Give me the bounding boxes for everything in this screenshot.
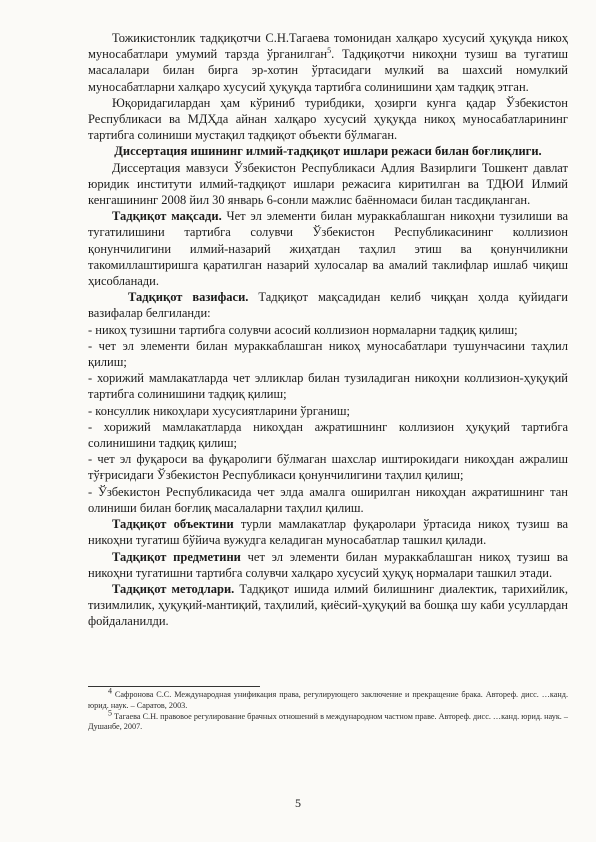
paragraph-lead: Тадқиқот объектини	[112, 517, 234, 532]
list-item: - чет эл элементи билан мураккаблашган никоҳ муносабатлари тушунчасини таҳлил қилиш;	[88, 338, 568, 370]
paragraph-text: . Тадқиқотчи никоҳни тузиш ва тугатиш масалалари билан бирга эр-хотин ўртасидаги мулкий ва шахсий номулкий муносабатларни халқаро хусусий ҳуқуқда тартибга солинишини ҳам тадқиқ этган.	[88, 47, 568, 94]
page-number: 5	[295, 796, 301, 810]
footnote-mark: 4	[108, 686, 112, 696]
list-item: - консуллик никоҳлари хусусиятларини ўрганиш;	[88, 403, 350, 418]
list-item: - хорижий мамлакатларда никоҳдан ажратишнинг коллизион ҳуқуқий тартибга солинишини тадқиқ қилиш;	[88, 419, 568, 451]
list-item: - Ўзбекистон Республикасида чет элда амалга оширилган никоҳдан ажратишнинг тан олиниши билан боғлиқ масалаларни таҳлил қилиш.	[88, 484, 568, 515]
paragraph-text: чет эл элементи билан мураккаблашган никоҳ тузиш ва никоҳни тугатишни тартибга солувчи халқаро хусусий ҳуқуқ нормалари ташкил этади.	[88, 549, 568, 580]
paragraph	[88, 289, 568, 321]
footnote	[88, 686, 569, 712]
footnote-divider	[88, 686, 260, 687]
paragraph-text: турли мамлакатлар фуқаролари ўртасида никоҳ тузиш ва никоҳни тугатиш бўйича вужудга келадиган муносабатлар ташкил қилади.	[88, 517, 568, 548]
paragraph-lead: Тадқиқот мақсади.	[112, 209, 222, 224]
section-heading: Диссертация ишининг илмий-тадқиқот ишлари режаси билан боғлиқлиги.	[114, 144, 542, 159]
paragraph-text: Тадқиқот ишида илмий билишнинг диалектик, тарихийлик, тизимлилик, ҳуқуқий-мантиқий, таҳлилий, қиёсий-ҳуқуқий ва бошқа шу каби усуллардан фойдаланилди.	[88, 581, 568, 629]
footnotes	[88, 686, 569, 733]
paragraph	[88, 549, 568, 581]
paragraph	[88, 208, 568, 289]
list-item: - чет эл фуқароси ва фуқаролиги бўлмаган шахслар иштирокидаги никоҳдан ажралиш тўғрисидаги Ўзбекистон Республикаси қонунчилигини таҳлил қилиш;	[88, 452, 568, 483]
paragraph-text: Тадқиқот мақсадидан келиб чиққан ҳолда қуйидаги вазифалар белгиланди:	[88, 290, 568, 321]
body-text	[88, 30, 568, 630]
paragraph-lead: Тадқиқот методлари.	[112, 581, 235, 596]
paragraph-lead: Тадқиқот вазифаси.	[128, 290, 249, 305]
paragraph: Юқоридагилардан ҳам кўриниб турибдики, ҳозирги кунга қадар Ўзбекистон Республикаси ва МДҲда айнан халқаро хусусий ҳуқуқда никоҳ муносабатларининг тартибга солиниши мустақил тадқиқот объекти бўлмаган.	[88, 95, 568, 143]
paragraph	[88, 30, 568, 95]
footnote-text: Тагаева С.Н. правовое регулирование брачных отношений в международном частном праве. Автореф. дисс. …канд. юрид. наук. – Душанбе, 2007.	[88, 711, 569, 732]
paragraph: Диссертация мавзуси Ўзбекистон Республикаси Адлия Вазирлиги Тошкент давлат юридик институти илмий-тадқиқот ишлари режасига киритилган ва ТДЮИ Илмий кенгашининг 2008 йил 30 январь 6-сонли мажлис баённомаси билан тасдиқланган.	[88, 160, 568, 208]
footnote-ref: 5	[327, 46, 332, 56]
paragraph	[88, 581, 568, 630]
paragraph-lead: Тадқиқот предметини	[112, 549, 241, 564]
paragraph-text: Тожикистонлик тадқиқотчи С.Н.Тагаева томонидан халқаро хусусий ҳуқуқда никоҳ муносабатлари умумий тарзда ўрганилган	[88, 31, 568, 62]
footnote-text: Сафронова С.С. Международная унификация права, регулирующего заключение и прекращение брака. Автореф. дисс. …канд. юрид. наук. – Саратов, 2003.	[88, 690, 569, 710]
footnote-mark: 5	[108, 707, 112, 717]
paragraph	[88, 516, 568, 548]
list-item: - никоҳ тузишни тартибга солувчи асосий коллизион нормаларни тадқиқ қилиш;	[88, 322, 518, 337]
list-item: - хорижий мамлакатларда чет элликлар билан тузиладиган никоҳни коллизион-ҳуқуқий тартибга солинишини тадқиқ қилиш;	[88, 371, 568, 402]
paragraph-text: Чет эл элементи билан мураккаблашган никоҳни тузилиши ва тугатилишини тартибга солувчи Ўзбекистон Республикасининг коллизион қонунчилигини илмий-назарий жиҳатдан таҳлил этиш ва қонунчиликни такомиллаштиришга қаратилган назарий хулосалар ва амалий таклифлар ишлаб чиқиш ҳисобланади.	[88, 209, 568, 289]
footnote	[88, 707, 569, 734]
